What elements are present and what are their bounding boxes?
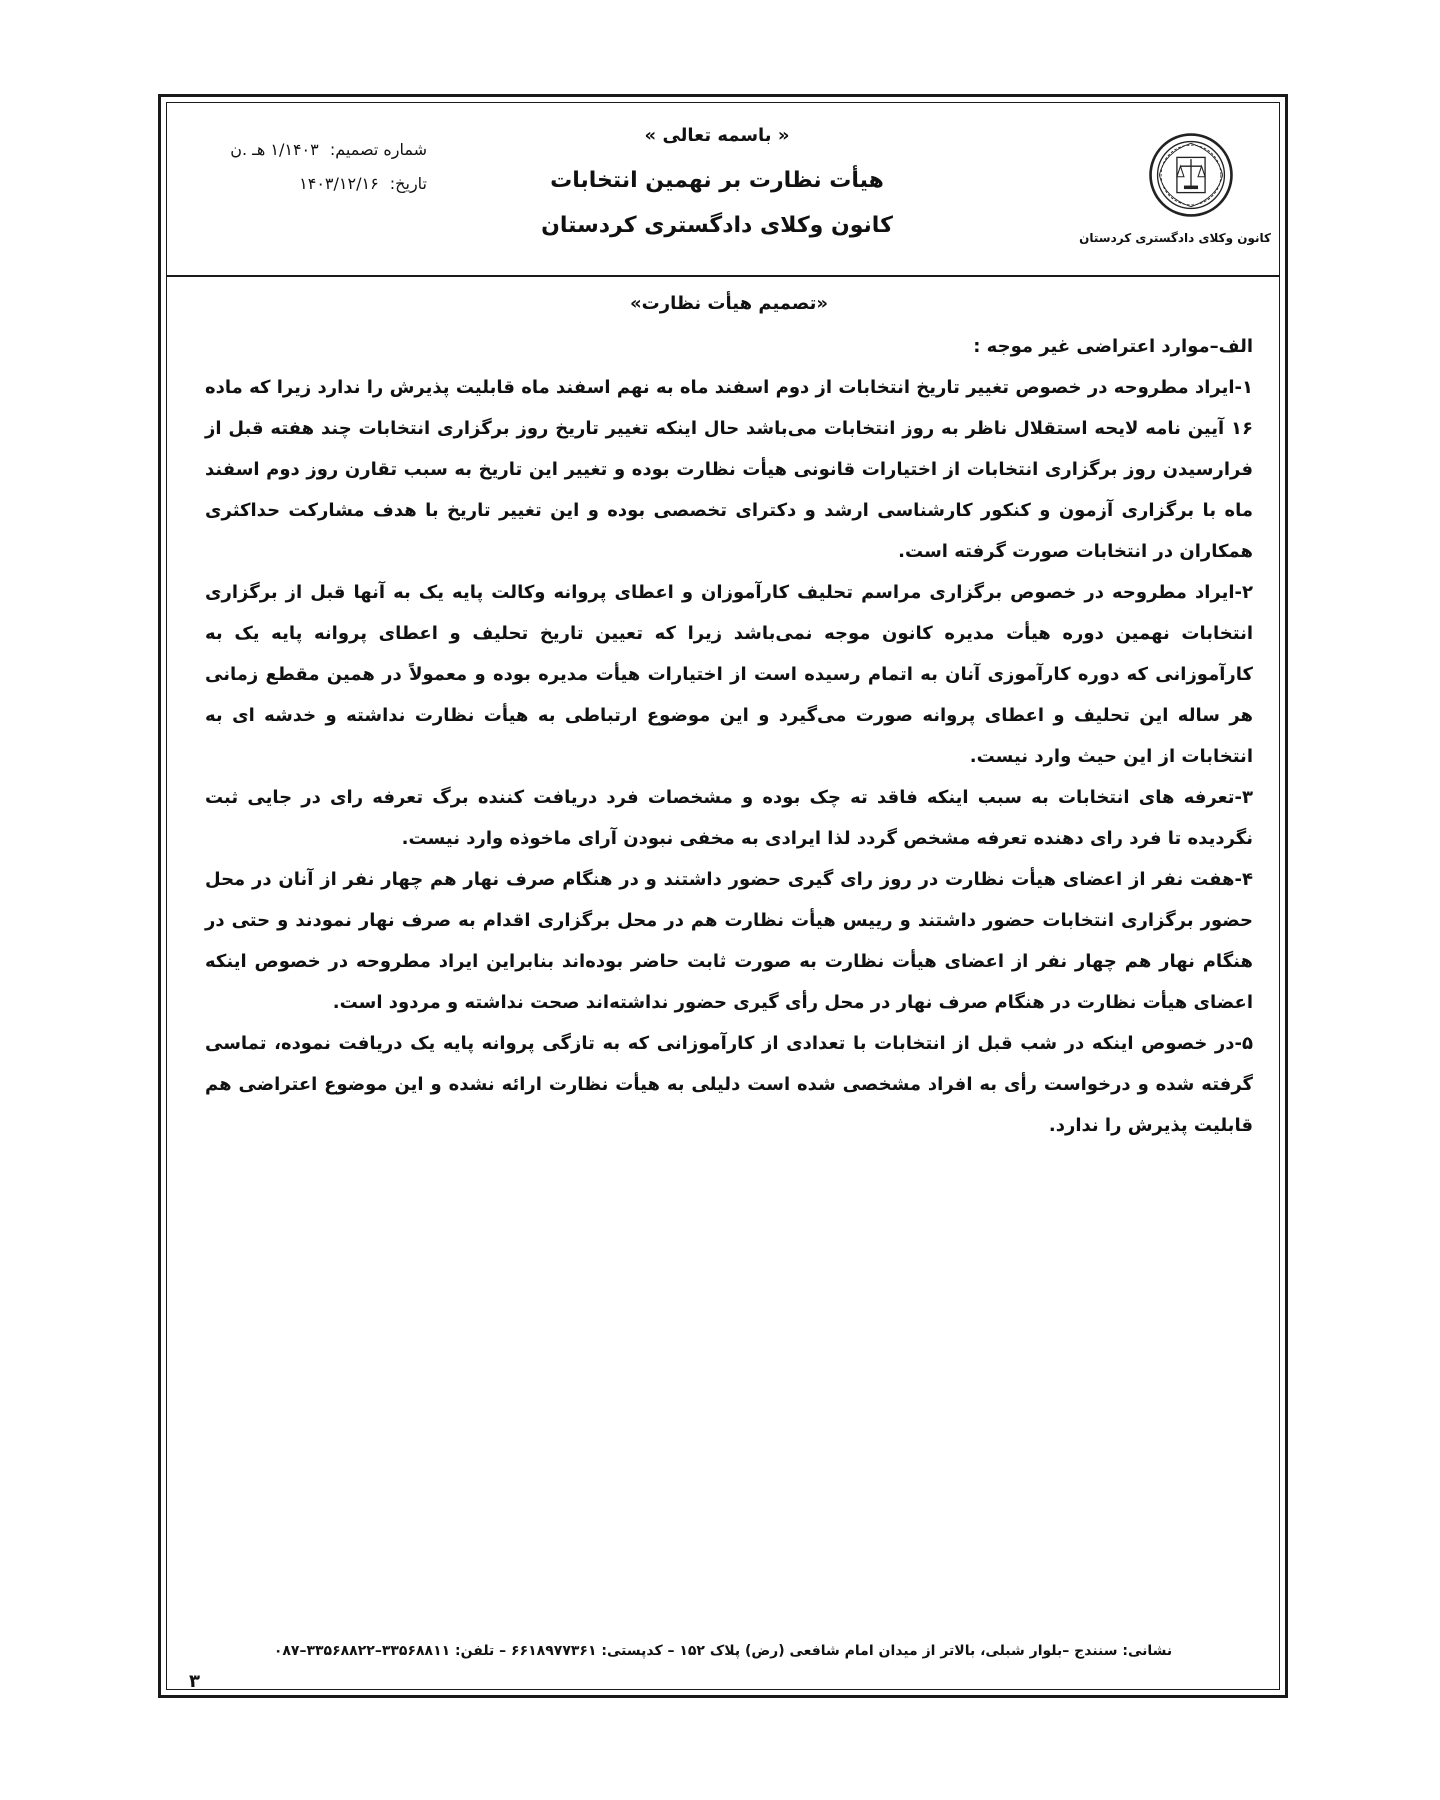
logo-caption: کانون وکلای دادگستری کردستان xyxy=(1079,231,1271,245)
date-row xyxy=(187,167,427,201)
decision-title: «تصمیم هیأت نظارت» xyxy=(630,293,828,314)
title-block xyxy=(527,125,907,238)
paragraph-5: ۵-در خصوص اینکه در شب قبل از انتخابات با تعدادی از کارآموزانی که به تازگی پروانه پایه یک دریافت نموده، تماسی گرفته شده و درخواست رأی به افراد مشخصی شده است دلیلی به هیأت نظارت ارائه نشده و این موضوع اعتراضی هم قابلیت پذیرش را ندارد. xyxy=(205,1033,1253,1136)
org-title-line1: هیأت نظارت بر نهمین انتخابات xyxy=(550,168,884,193)
bismillah: « باسمه تعالی » xyxy=(644,125,790,146)
page-frame-inner xyxy=(166,102,1280,1690)
page-frame xyxy=(158,94,1288,1698)
org-title-line2: کانون وکلای دادگستری کردستان xyxy=(541,213,893,238)
document-meta xyxy=(187,133,427,201)
paragraph-4: ۴-هفت نفر از اعضای هیأت نظارت در روز رای گیری حضور داشتند و در هنگام صرف نهار هم چهار نفر از آنان در محل حضور برگزاری انتخابات حضور داشتند و رییس هیأت نظارت هم در محل برگزاری اقدام به صرف نهار نمودند و حتی در هنگام نهار هم چهار نفر از اعضای هیأت نظارت به صورت ثابت حاضر بوده‌اند بنابراین ایراد مطروحه در خصوص اینکه اعضای هیأت نظارت در هنگام صرف نهار در محل رأی گیری حضور نداشته‌اند صحت نداشته و مردود است. xyxy=(205,869,1253,1013)
document-body xyxy=(205,293,1253,1146)
letterhead xyxy=(167,103,1279,277)
date-label: تاریخ: xyxy=(389,174,427,193)
date-value: ۱۴۰۳/۱۲/۱۶ xyxy=(299,174,379,193)
decision-number-row xyxy=(187,133,427,167)
bar-association-seal-icon xyxy=(1147,131,1235,219)
paragraph-2: ۲-ایراد مطروحه در خصوص برگزاری مراسم تحلیف کارآموزان و اعطای پروانه وکالت پایه یک به آنها قبل از برگزاری انتخابات نهمین دوره هیأت مدیره کانون موجه نمی‌باشد زیرا که تعیین تاریخ تحلیف و اعطای پروانه پایه یک به کارآموزانی که دوره کارآموزی آنان به اتمام رسیده است از اختیارات هیأت مدیره بوده و معمولاً در همین مقطع زمانی هر ساله این تحلیف و اعطای پروانه صورت می‌گیرد و این موضوع ارتباطی به هیأت نظارت نداشته و خدشه ای به انتخابات از این حیث وارد نیست. xyxy=(205,582,1253,767)
decision-number-value: ۱/۱۴۰۳ هـ .ن xyxy=(230,140,319,159)
footer-address: نشانی: سنندج –بلوار شبلی، بالاتر از میدان امام شافعی (رض) پلاک ۱۵۲ – کدپستی: ۶۶۱۸۹۷۷۳۶۱ – تلفن: ۳۳۵۶۸۸۱۱–۳۳۵۶۸۸۲۲–۰۸۷ xyxy=(273,1643,1173,1659)
paragraph-1: ۱-ایراد مطروحه در خصوص تغییر تاریخ انتخابات از دوم اسفند ماه به نهم اسفند ماه قابلیت پذیرش را ندارد زیرا که ماده ۱۶ آیین نامه لایحه استقلال ناظر به روز انتخابات می‌باشد حال اینکه تغییر تاریخ روز برگزاری انتخابات چند هفته قبل از فرارسیدن روز برگزاری انتخابات از اختیارات قانونی هیأت نظارت بوده و تغییر این تاریخ به سبب تقارن روز دوم اسفند ماه با برگزاری آزمون و کنکور کارشناسی ارشد و دکترای تخصصی بوده و این تغییر تاریخ با هدف مشارکت حداکثری همکاران در انتخابات صورت گرفته است. xyxy=(205,377,1253,562)
paragraph-3: ۳-تعرفه های انتخابات به سبب اینکه فاقد ته چک بوده و مشخصات فرد دریافت کننده برگ تعرفه رای در جایی ثبت نگردیده تا فرد رای دهنده تعرفه مشخص گردد لذا ایرادی به مخفی نبودن آرای ماخوذه وارد نیست. xyxy=(205,787,1253,849)
logo-block xyxy=(1079,131,1271,245)
decision-number-label: شماره تصمیم: xyxy=(329,140,427,159)
section-heading: الف–موارد اعتراضی غیر موجه : xyxy=(973,336,1253,357)
page-number: ۳ xyxy=(189,1671,200,1692)
